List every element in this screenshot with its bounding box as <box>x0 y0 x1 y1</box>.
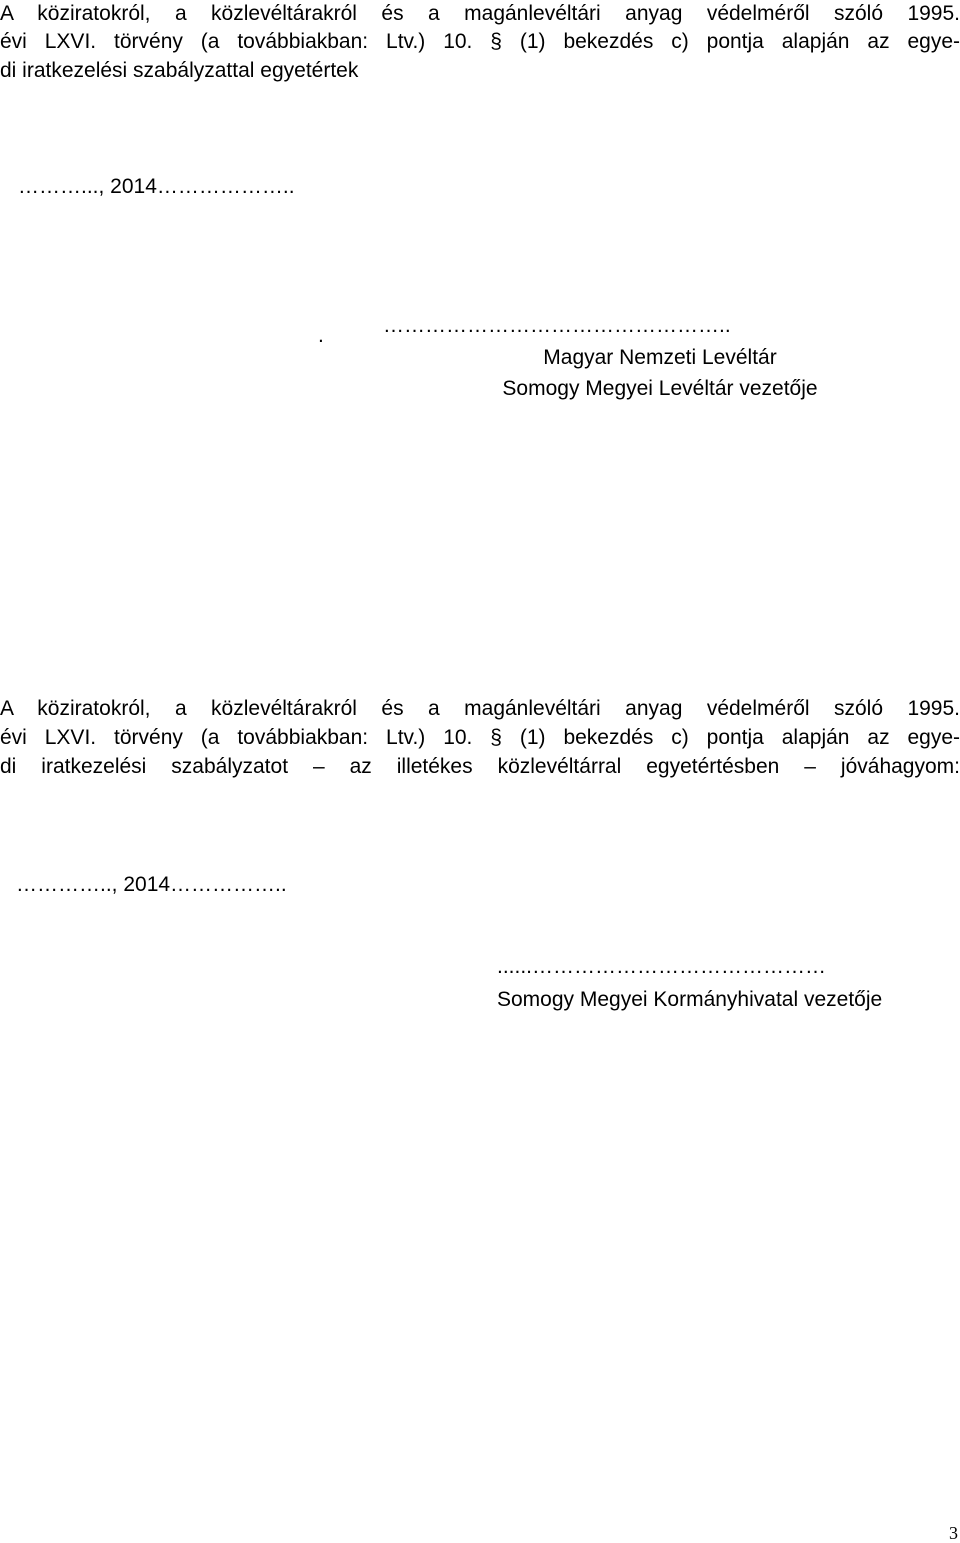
paragraph-1-line-3: di iratkezelési szabályzattal egyetértek <box>0 59 359 82</box>
place-date-1: ………..., 2014……………….. <box>18 175 295 198</box>
page-number: 3 <box>949 1523 958 1543</box>
signature-1-title-line-1: Magyar Nemzeti Levéltár <box>543 346 777 369</box>
signature-2-title: Somogy Megyei Kormányhivatal vezetője <box>497 988 883 1011</box>
paragraph-2-line-1: A köziratokról, a közlevéltárakról és a magánlevéltári anyag védelméről szóló 1995. <box>0 697 960 720</box>
signature-1-title-line-2: Somogy Megyei Levéltár vezetője <box>502 377 818 400</box>
signature-1-dot: . <box>318 324 324 347</box>
place-date-2: ………….., 2014…………….. <box>16 873 287 896</box>
paragraph-2-line-3: di iratkezelési szabályzatot – az illetékes közlevéltárral egyetértésben – jóváhagyom: <box>0 755 960 778</box>
signature-1-dots: ………………………………………….. <box>383 314 731 337</box>
paragraph-1-line-1: A köziratokról, a közlevéltárakról és a magánlevéltári anyag védelméről szóló 1995. <box>0 2 960 25</box>
paragraph-1-line-2: évi LXVI. törvény (a továbbiakban: Ltv.) 10. § (1) bekezdés c) pontja alapján az egye- <box>0 30 960 53</box>
signature-2-dots: ......…………………………………… <box>497 955 827 978</box>
paragraph-2-line-2: évi LXVI. törvény (a továbbiakban: Ltv.) 10. § (1) bekezdés c) pontja alapján az egye- <box>0 726 960 749</box>
